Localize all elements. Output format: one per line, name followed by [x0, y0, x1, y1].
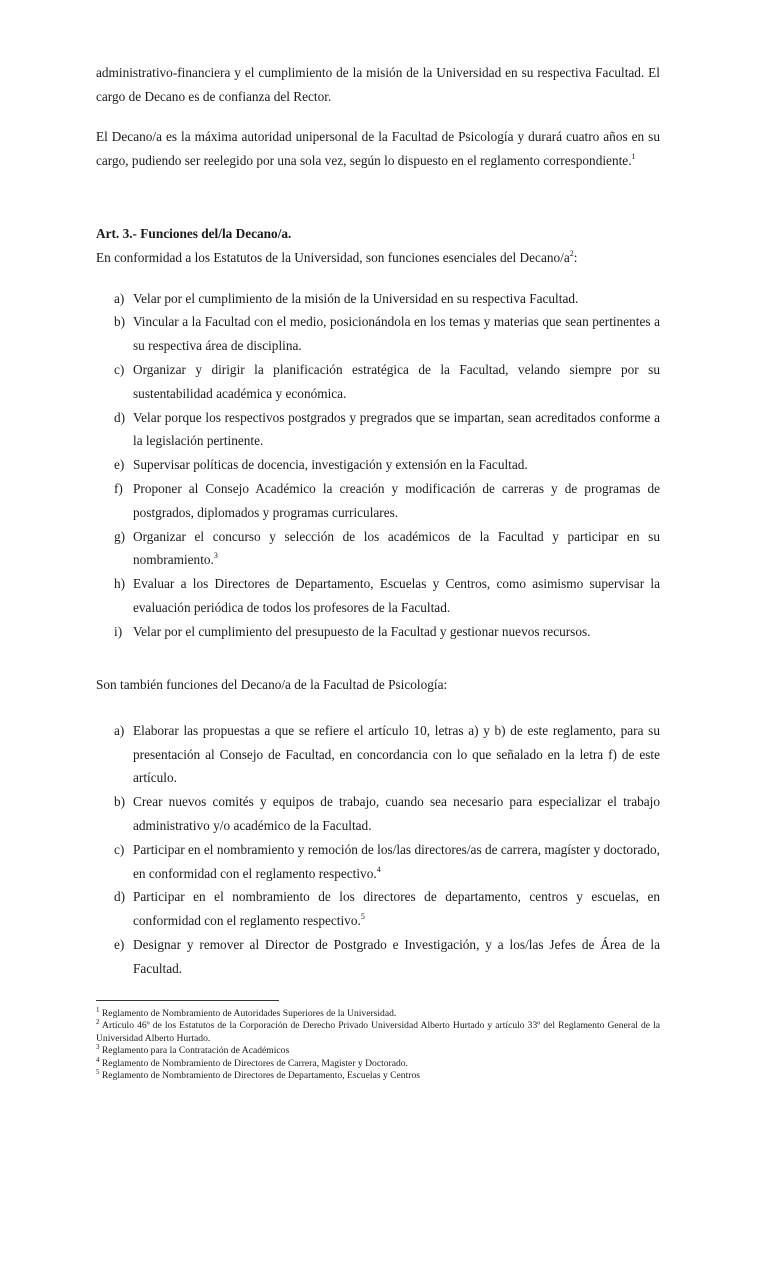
list-item	[96, 933, 660, 981]
footnote-text: Reglamento de Nombramiento de Autoridades Superiores de la Universidad.	[101, 1008, 397, 1019]
footnote-number: 2	[96, 1018, 100, 1027]
item-text: Velar porque los respectivos postgrados y pregrados que se impartan, sean acreditados conforme a la legislación pertinente.	[133, 409, 660, 449]
footnote-ref: 5	[360, 912, 365, 922]
footnote	[96, 1070, 660, 1082]
additional-functions-list	[96, 719, 660, 981]
item-text: Organizar el concurso y selección de los académicos de la Facultad y participar en su nombramiento.	[133, 528, 660, 568]
item-label: e)	[114, 936, 125, 952]
footnote-text: Reglamento para la Contratación de Académicos	[101, 1045, 290, 1057]
item-label: a)	[114, 290, 125, 306]
item-label: b)	[114, 314, 126, 330]
list-item	[96, 477, 660, 525]
footnote-number: 5	[96, 1068, 100, 1077]
intro-text: En conformidad a los Estatutos de la Universidad, son funciones esenciales del Decano/a	[96, 249, 570, 265]
item-text: Velar por el cumplimiento de la misión de la Universidad en su respectiva Facultad.	[133, 290, 579, 306]
list-item	[96, 310, 660, 358]
list-item	[96, 885, 660, 933]
paragraph-text	[96, 125, 660, 173]
footnote	[96, 1020, 660, 1045]
item-label: f)	[114, 480, 123, 496]
item-text: Supervisar políticas de docencia, investigación y extensión en la Facultad.	[133, 457, 528, 473]
intro-end: :	[573, 249, 578, 265]
footnote-ref: 1	[631, 151, 636, 161]
item-label: b)	[114, 794, 126, 810]
list-item	[96, 406, 660, 454]
paragraph-2	[96, 125, 660, 173]
paragraph-body: El Decano/a es la máxima autoridad unipersonal de la Facultad de Psicología y durará cuatro años en su cargo, pudiendo ser reelegido por una sola vez, según lo dispuesto en el reglamento correspondiente.	[96, 129, 660, 168]
article-intro	[96, 246, 660, 270]
footnote-divider	[96, 1000, 279, 1001]
footnote-ref: 3	[213, 551, 218, 561]
item-text: Vincular a la Facultad con el medio, posicionándola en los temas y materias que sean pertinentes a su respectiva área de disciplina.	[133, 314, 660, 354]
additional-functions	[96, 673, 660, 981]
additional-intro: Son también funciones del Decano/a de la Facultad de Psicología:	[96, 677, 448, 692]
footnote-ref: 2	[569, 248, 574, 258]
item-text: Evaluar a los Directores de Departamento, Escuelas y Centros, como asimismo supervisar la evaluación periódica de todos los profesores de la Facultad.	[133, 576, 660, 615]
paragraph-text: administrativo-financiera y el cumplimiento de la misión de la Universidad en su respectiva Facultad. El cargo de Decano es de confianza del Rector.	[96, 65, 660, 104]
item-label: i)	[114, 623, 123, 639]
list-item	[96, 620, 660, 644]
list-item	[96, 572, 660, 620]
list-item	[96, 790, 660, 838]
item-label: g)	[114, 528, 126, 544]
item-label: d)	[114, 409, 126, 425]
footnote	[96, 1008, 660, 1020]
item-label: a)	[114, 722, 125, 738]
footnote-text: Artículo 46º de los Estatutos de la Corporación de Derecho Privado Universidad Alberto Hurtado y artículo 33º del Reglamento General de la Universidad Alberto Hurtado.	[96, 1020, 660, 1044]
item-text: Participar en el nombramiento de los directores de departamento, centros y escuelas, en conformidad con el reglamento respectivo.	[133, 889, 660, 929]
footnote-number: 3	[96, 1043, 100, 1052]
item-text: Participar en el nombramiento y remoción de los/las directores/as de carrera, magíster y doctorado, en conformidad con el reglamento respectivo.	[133, 841, 660, 881]
footnote-text: Reglamento de Nombramiento de Directores de Departamento, Escuelas y Centros	[101, 1070, 420, 1082]
item-text: Designar y remover al Director de Postgrado e Investigación, y a los/las Jefes de Área de la Facultad.	[133, 936, 660, 976]
footnote-number: 4	[96, 1055, 100, 1064]
footnote-number: 1	[96, 1006, 100, 1014]
list-item	[96, 525, 660, 573]
item-text: Proponer al Consejo Académico la creación y modificación de carreras y de programas de postgrados, diplomados y programas curriculares.	[133, 480, 660, 520]
item-label: h)	[114, 576, 126, 592]
list-item	[96, 838, 660, 886]
list-item	[96, 719, 660, 790]
footnote-ref: 4	[376, 864, 381, 874]
item-text: Elaborar las propuestas a que se refiere el artículo 10, letras a) y b) de este reglamento, para su presentación al Consejo de Facultad, en concordancia con lo que señalado en la letra f) de este artículo.	[133, 722, 660, 786]
item-text: Organizar y dirigir la planificación estratégica de la Facultad, velando siempre por su sustentabilidad académica y económica.	[133, 361, 660, 401]
item-text: Crear nuevos comités y equipos de trabajo, cuando sea necesario para especializar el trabajo administrativo y/o académico de la Facultad.	[133, 794, 660, 833]
footnote	[96, 1055, 660, 1070]
article-heading: Art. 3.- Funciones del/la Decano/a.	[96, 226, 292, 241]
functions-list	[96, 287, 660, 644]
list-item	[96, 358, 660, 406]
item-label: c)	[114, 361, 125, 377]
item-label: d)	[114, 889, 126, 905]
paragraph-1	[96, 61, 660, 109]
item-text: Velar por el cumplimiento del presupuesto de la Facultad y gestionar nuevos recursos.	[133, 623, 591, 639]
article-3	[96, 222, 660, 644]
item-label: e)	[114, 457, 125, 473]
list-item	[96, 453, 660, 477]
footnote-text: Reglamento de Nombramiento de Directores de Carrera, Magister y Doctorado.	[101, 1057, 408, 1069]
item-label: c)	[114, 841, 125, 857]
list-item	[96, 287, 660, 311]
footnotes	[96, 1008, 660, 1082]
footnote	[96, 1045, 660, 1057]
